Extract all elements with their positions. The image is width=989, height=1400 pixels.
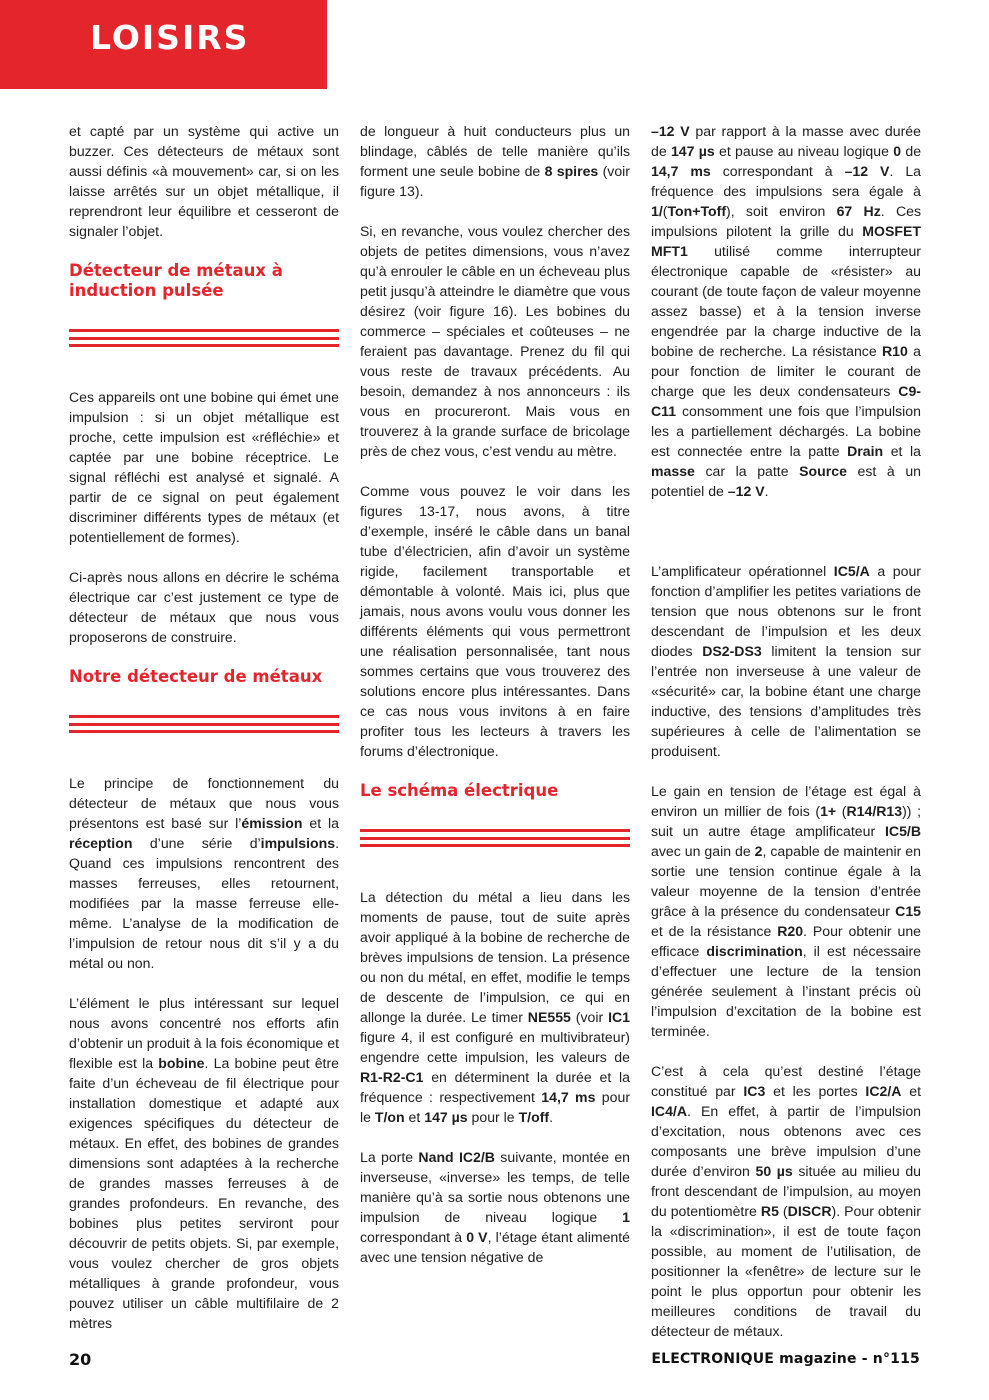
text-run: et la xyxy=(302,815,339,831)
article-column-2 xyxy=(360,121,630,1287)
paragraph xyxy=(651,1061,921,1341)
text-run: et xyxy=(901,1083,921,1099)
magazine-issue: ELECTRONIQUE magazine - n°115 xyxy=(651,1351,920,1367)
text-run: de xyxy=(901,143,922,159)
bold-term: 1+ xyxy=(820,803,837,819)
text-run: . Quand ces impulsions rencontrent des masses ferreuses, elles retournent, modifiées par la masse ferreuse elle-même. L’analyse de la modification de l’impulsion de retour nous dit s’il y a du métal ou non. xyxy=(69,835,339,971)
bold-term: Source xyxy=(799,463,847,479)
heading-divider xyxy=(69,329,339,347)
bold-term: R14/R13 xyxy=(846,803,903,819)
section-heading-induction-pulsee: Détecteur de métaux à induction pulsée xyxy=(69,261,283,300)
text-run: pour le xyxy=(360,1089,631,1125)
text-run: suivante, montée en inverseuse, «inverse» les temps, de telle manière qu’à sa sortie nous obtenons une impulsion de niveau logique xyxy=(360,1149,631,1225)
bold-term: Nand IC2/B xyxy=(418,1149,495,1165)
bold-term: émission xyxy=(241,815,303,831)
section-heading-notre-detecteur: Notre détecteur de métaux xyxy=(69,667,323,686)
bold-term: R20 xyxy=(777,923,804,939)
heading-divider xyxy=(360,829,630,847)
paragraph xyxy=(651,781,921,1041)
bold-term: 1 xyxy=(622,1209,630,1225)
bold-term: réception xyxy=(69,835,133,851)
bold-term: DS2-DS3 xyxy=(702,643,762,659)
bold-term: IC2/A xyxy=(865,1083,902,1099)
paragraph: et capté par un système qui active un buzzer. Ces détecteurs de métaux sont aussi définis «à mouvement» car, si on les laisse arrêtés sur un objet métallique, il reprendront leur équilibre et cesseront de signaler l’objet. xyxy=(69,123,339,239)
paragraph xyxy=(651,121,921,501)
bold-term: 14,7 ms xyxy=(651,163,711,179)
bold-term: IC5/A xyxy=(833,563,870,579)
text-run: (voir xyxy=(570,1009,609,1025)
text-run: ( xyxy=(662,203,668,219)
section-title: LOISIRS xyxy=(90,18,250,57)
bold-term: 147 µs xyxy=(424,1109,468,1125)
text-run: figure 4, il est configuré en multivibrateur) engendre cette impulsion, les valeurs de xyxy=(360,1029,630,1065)
text-run: La détection du métal a lieu dans les moments de pause, tout de suite après avoir appliqué à la bobine de recherche de brèves impulsions de tension. La présence ou non du métal, en effet, modifie le temps de descente de l’impulsion, ce qui en allonge la durée. Le timer xyxy=(360,889,630,1025)
text-run: L’élément le plus intéressant sur lequel nous avons concentré nos efforts afin d’obtenir un produit à la fois économique et flexible est la xyxy=(69,995,339,1071)
text-run: avec un gain de xyxy=(651,843,755,859)
bold-term: T/off xyxy=(518,1109,550,1125)
bold-term: R10 xyxy=(882,343,908,359)
text-run: de longueur à huit conducteurs plus un blindage, câblés de telle manière qu’ils forment une seule bobine de xyxy=(360,123,630,179)
bold-term: discrimination xyxy=(706,943,803,959)
page-number: 20 xyxy=(69,1350,92,1369)
heading-divider xyxy=(69,715,339,733)
text-run: et de la résistance xyxy=(651,923,778,939)
bold-term: 147 µs xyxy=(670,143,715,159)
text-run: consomment une fois que l’impulsion les a partiellement déchargés. La bobine est connectée entre la patte xyxy=(651,403,921,459)
text-run: et la xyxy=(883,443,921,459)
text-run: . Ces impulsions pilotent la grille du xyxy=(651,203,922,239)
bold-term: T/on xyxy=(374,1109,405,1125)
bold-term: 50 µs xyxy=(755,1163,793,1179)
text-run: , il est nécessaire d’effectuer une lecture de la tension générée seulement à l’instant précis où l’impulsion d’excitation de la bobine est terminée. xyxy=(651,943,921,1039)
text-run: correspondant à xyxy=(710,163,845,179)
bold-term: Ton+Toff xyxy=(667,203,727,219)
bold-term: –12 V xyxy=(844,163,890,179)
text-run: correspondant à xyxy=(360,1229,467,1245)
text-run: d’une série d’ xyxy=(132,835,261,851)
text-run: et xyxy=(404,1109,425,1125)
bold-term: 14,7 ms xyxy=(541,1089,596,1105)
bold-term: IC4/A xyxy=(651,1103,688,1119)
paragraph: Ci-après nous allons en décrire le schéma électrique car c’est justement ce type de détecteur de métaux que nous vous proposerons de construire. xyxy=(69,569,339,645)
paragraph xyxy=(69,993,339,1333)
text-run: . La fréquence des impulsions sera égale à xyxy=(651,163,921,199)
section-header-tab xyxy=(0,0,327,89)
text-run: Le gain en tension de l’étage est égal à environ un millier de fois ( xyxy=(651,783,921,819)
text-run: pour le xyxy=(467,1109,519,1125)
text-run: . En effet, à partir de l’impulsion d’excitation, nous obtenons avec ces composants une brève impulsion d’une durée d’environ xyxy=(651,1103,921,1179)
text-run: . La bobine peut être faite d’un écheveau de fil électrique pour installation domestique et adapté aux exigences spécifiques du détecteur de métaux. En effet, des bobines de grandes dimensions sont adaptées à la recherche de grandes masses ferreuses à de grandes profondeurs. En revanche, des bobines plus petites serviront pour découvrir de petits objets. Si, par exemple, vous voulez chercher de gros objets métalliques à grande profondeur, vous pouvez utiliser un câble multifilaire de 2 mètres xyxy=(69,1055,339,1331)
bold-term: IC5/B xyxy=(884,823,921,839)
text-run: , l’étage étant alimenté avec une tension négative de xyxy=(360,1229,631,1265)
text-run: et pause au niveau logique xyxy=(714,143,894,159)
bold-term: MOSFET MFT1 xyxy=(651,223,921,259)
text-run: ). Pour obtenir la «discrimination», il est de toute façon possible, au moment de l’utilisation, de positionner la «fenêtre» de lecture sur le point le plus opportun pour obtenir les meilleures conditions de travail du détecteur de métaux. xyxy=(651,1203,921,1339)
paragraph xyxy=(360,121,630,201)
paragraph xyxy=(360,887,630,1127)
text-run: . xyxy=(549,1109,554,1125)
bold-term: bobine xyxy=(158,1055,205,1071)
bold-term: 1/ xyxy=(651,203,663,219)
text-run: )) ; suit un autre étage amplificateur xyxy=(651,803,922,839)
text-run: est à un potentiel de xyxy=(651,463,921,499)
bold-term: R1-R2-C1 xyxy=(360,1069,424,1085)
paragraph: Comme vous pouvez le voir dans les figures 13-17, nous avons, à titre d’exemple, inséré le câble dans un banal tube d’électricien, afin d’avoir un système rigide, facilement transportable et démontable à volonté. Mais ici, plus que jamais, nous avons voulu vous donner les différents éléments qui vous permettront une réalisation personnalisée, tant nous sommes certains que vous trouverez des solutions encore plus intéressantes. Dans ce cas nous vous invitons à en faire profiter tous les lecteurs à travers les forums d’électronique. xyxy=(360,483,630,759)
bold-term: C9-C11 xyxy=(651,383,921,419)
text-run: . xyxy=(764,483,769,499)
paragraph xyxy=(69,773,339,973)
text-run: et les portes xyxy=(765,1083,866,1099)
article-column-1 xyxy=(69,121,339,1353)
text-run: limitent la tension sur l’entrée non inverseuse à une valeur de «sécurité» car, la bobine étant une charge inductive, des tensions d’amplitudes très supérieures à celle de l’alimentation se produisent. xyxy=(651,643,921,759)
paragraph xyxy=(651,561,921,761)
bold-term: DISCR xyxy=(787,1203,832,1219)
text-run: a pour fonction de limiter le courant de charge que les deux condensateurs xyxy=(651,343,921,399)
bold-term: –12 V xyxy=(727,483,765,499)
bold-term: 8 spires xyxy=(544,163,599,179)
text-run: ( xyxy=(778,1203,788,1219)
text-run: Le principe de fonctionnement du détecteur de métaux que nous vous présentons est basé sur l’ xyxy=(69,775,339,831)
bold-term: C15 xyxy=(895,903,921,919)
text-run: car la patte xyxy=(694,463,800,479)
article-column-3 xyxy=(651,121,921,1361)
bold-term: 2 xyxy=(754,843,763,859)
text-run: . Pour obtenir une efficace xyxy=(651,923,922,959)
text-run: (voir figure 13). xyxy=(360,163,630,199)
text-run: , capable de maintenir en sortie une tension continue égale à la valeur moyenne de la tension d’entrée grâce à la présence du condensateur xyxy=(651,843,921,919)
bold-term: NE555 xyxy=(527,1009,571,1025)
text-run: L’amplificateur opérationnel xyxy=(651,563,834,579)
bold-term: impulsions xyxy=(260,835,336,851)
bold-term: R5 xyxy=(760,1203,779,1219)
text-run: en déterminent la durée et la fréquence : respectivement xyxy=(360,1069,630,1105)
paragraph xyxy=(360,1147,630,1267)
bold-term: 0 xyxy=(893,143,902,159)
text-run: utilisé comme interrupteur électronique capable de «résister» au courant (de toute façon de valeur moyenne assez basse) et à la tension inverse engendrée par la charge inductive de la bobine de recherche. La résistance xyxy=(651,243,921,359)
text-run: a pour fonction d’amplifier les petites variations de tension que nous obtenons sur le front descendant de l’impulsion et les deux diodes xyxy=(651,563,921,659)
bold-term: –12 V xyxy=(651,123,690,139)
text-run: La porte xyxy=(360,1149,419,1165)
bold-term: 0 V xyxy=(466,1229,488,1245)
paragraph: Ces appareils ont une bobine qui émet une impulsion : si un objet métallique est proche, cette impulsion est «réfléchie» et captée par une bobine réceptrice. Le signal réfléchi est analysé et signalé. A partir de ce signal on peut également discriminer différents types de métaux (et potentiellement de formes). xyxy=(69,389,339,545)
bold-term: masse xyxy=(651,463,695,479)
bold-term: Drain xyxy=(847,443,884,459)
paragraph: Si, en revanche, vous voulez chercher des objets de petites dimensions, vous n’avez qu’à enrouler le câble en un écheveau plus petit jusqu’à atteindre le diamètre que vous désirez (voir figure 16). Les bobines du commerce – spéciales et coûteuses – ne feraient pas davantage. Prenez du fil qui vous reste de travaux précédents. Au besoin, demandez à nos annonceurs : ils vous en procureront. Mais vous en trouverez à la grande surface de bricolage près de chez vous, c’est vendu au mètre. xyxy=(360,223,630,459)
text-run: ( xyxy=(836,803,847,819)
bold-term: IC1 xyxy=(608,1009,630,1025)
text-run: ), soit environ xyxy=(726,203,837,219)
text-run: C’est à cela qu’est destiné l’étage constitué par xyxy=(651,1063,921,1099)
bold-term: IC3 xyxy=(743,1083,766,1099)
text-run: par rapport à la masse avec durée de xyxy=(651,123,921,159)
section-heading-schema-electrique: Le schéma électrique xyxy=(360,781,559,800)
bold-term: 67 Hz xyxy=(836,203,881,219)
text-run: située au milieu du front descendant de l’impulsion, au moyen du potentiomètre xyxy=(651,1163,921,1219)
